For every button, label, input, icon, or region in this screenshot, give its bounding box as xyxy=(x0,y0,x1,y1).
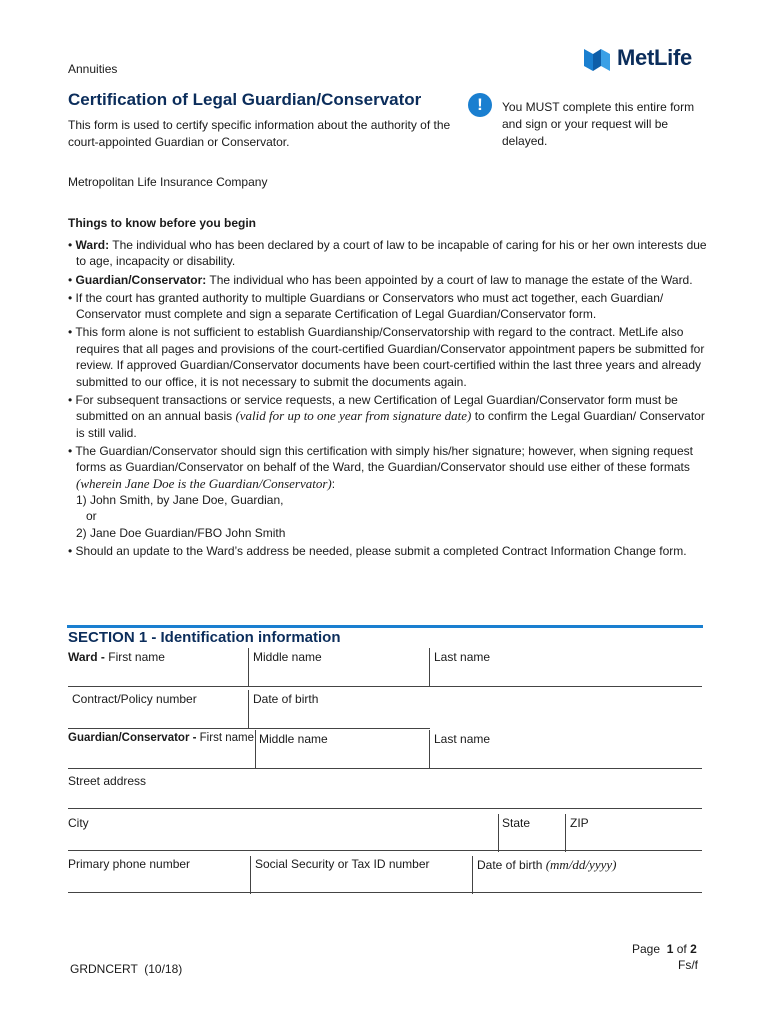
list-item: • Guardian/Conservator: The individual who has been appointed by a court of law to manage the estate of the Ward. xyxy=(68,272,693,287)
guardian-definition: The individual who has been appointed by a court of law to manage the estate of the Ward. xyxy=(209,272,693,287)
signing-text: The Guardian/Conservator should sign this certification with simply his/her signature; however, when signing request forms as Guardian/Conservator on behalf of the Ward, the Guardian/Conservator should use either of these formats xyxy=(75,443,693,475)
guardian-bold-label: Guardian/Conservator - xyxy=(68,732,197,744)
ward-last-name-field[interactable] xyxy=(433,666,701,686)
field-divider xyxy=(498,814,499,852)
ward-middle-name-field[interactable] xyxy=(252,666,428,686)
multiple-guardians-text: If the court has granted authority to multiple Guardians or Conservators who must act together, each Guardian/ Conservator must complete and sign a separate Certification of Legal Guardian/Conservator form. xyxy=(75,290,664,322)
form-code: Fs/f xyxy=(678,958,698,972)
field-divider xyxy=(255,730,256,768)
exclamation-icon: ! xyxy=(468,93,492,117)
field-divider xyxy=(565,814,566,852)
subsequent-end-text: to confirm the Legal Guardian/ Conservator is still valid. xyxy=(76,409,705,440)
guardian-dob-label xyxy=(477,857,616,873)
field-divider xyxy=(429,648,430,686)
ward-bold-label: Ward - xyxy=(68,650,105,664)
ward-term: Ward: xyxy=(75,238,110,252)
guardian-first-text: First name xyxy=(199,732,254,744)
street-address-field[interactable] xyxy=(68,790,702,810)
ward-definition: The individual who has been declared by a court of law to be incapable of caring for his or her own interests due to age, incapacity or disability. xyxy=(76,238,707,269)
signing-italic-text: (wherein Jane Doe is the Guardian/Conservator) xyxy=(76,475,332,491)
ward-first-name-field[interactable] xyxy=(68,666,248,686)
field-underline xyxy=(68,850,702,851)
things-to-know-heading: Things to know before you begin xyxy=(68,216,256,230)
field-underline xyxy=(68,686,702,687)
ward-first-text: First name xyxy=(108,650,165,664)
guardian-last-name-label: Last name xyxy=(434,732,491,746)
zip-field[interactable] xyxy=(569,832,701,852)
state-label: State xyxy=(502,816,531,830)
zip-label: ZIP xyxy=(570,816,589,830)
contract-number-field[interactable] xyxy=(68,708,248,728)
field-underline xyxy=(68,808,702,809)
field-underline xyxy=(68,892,702,893)
ward-first-name-label xyxy=(68,650,165,664)
field-divider xyxy=(429,730,430,768)
primary-phone-field[interactable] xyxy=(68,873,248,893)
example-format-1: 1) John Smith, by Jane Doe, Guardian, xyxy=(76,493,284,508)
ward-dob-field[interactable] xyxy=(252,708,428,728)
page-word: Page xyxy=(632,942,661,956)
form-id: GRDNCERT (10/18) xyxy=(70,962,183,976)
contract-number-label: Contract/Policy number xyxy=(72,692,197,706)
dob-format-hint: (mm/dd/yyyy) xyxy=(545,857,617,872)
example-or: or xyxy=(86,509,97,524)
state-field[interactable] xyxy=(501,832,563,852)
form-description: This form is used to certify specific information about the authority of the court-appointed Guardian or Conservator. xyxy=(68,118,451,149)
guardian-middle-name-field[interactable] xyxy=(258,748,428,768)
guardian-dob-text: Date of birth xyxy=(477,858,543,872)
field-underline xyxy=(68,728,430,729)
metlife-logo xyxy=(583,44,692,72)
page-total: 2 xyxy=(690,942,697,956)
field-divider xyxy=(472,856,473,894)
address-update-text: Should an update to the Ward’s address be needed, please submit a completed Contract Information Change form. xyxy=(75,544,687,559)
ward-last-name-label: Last name xyxy=(434,650,491,664)
example-format-2: 2) Jane Doe Guardian/FBO John Smith xyxy=(76,525,286,540)
primary-phone-label: Primary phone number xyxy=(68,857,191,871)
metlife-logo-icon xyxy=(583,44,611,72)
guardian-last-name-field[interactable] xyxy=(433,748,701,768)
guardian-term: Guardian/Conservator: xyxy=(75,272,207,287)
subsequent-italic-text: (valid for up to one year from signature date) xyxy=(235,408,472,424)
ssn-field[interactable] xyxy=(254,873,470,893)
list-item: • If the court has granted authority to multiple Guardians or Conservators who must act together, each Guardian/ Conservator must complete and sign a separate Certification of Legal Guardian/Conservator form. xyxy=(68,290,664,322)
street-address-label: Street address xyxy=(68,774,147,788)
page-current: 1 xyxy=(666,942,674,956)
section-divider xyxy=(67,625,703,628)
field-divider xyxy=(248,690,249,728)
list-item: • This form alone is not sufficient to establish Guardianship/Conservatorship with regard to the contract. MetLife also requires that all pages and provisions of the court-certified Guardian/Conservator appointment papers be submitted for review. If approved Guardian/Conservator documents have been court-certified within the last three years and already submitted to our office, it is not necessary to submit the documents again. xyxy=(68,325,705,389)
metlife-logo-text: MetLife xyxy=(617,45,692,70)
not-sufficient-text: This form alone is not sufficient to establish Guardianship/Conservatorship with regard to the contract. MetLife also requires that all pages and provisions of the court-certified Guardian/Conservator appointment papers be submitted for review. If approved Guardian/Conservator documents have been court-certified within the last three years and already submitted to our office, it is not necessary to submit the documents again. xyxy=(75,325,705,389)
alert-notice: You MUST complete this entire form and sign or your request will be delayed. xyxy=(502,100,695,148)
list-item: • Ward: The individual who has been declared by a court of law to be incapable of caring for his or her own interests due to age, incapacity or disability. xyxy=(68,238,707,269)
city-field[interactable] xyxy=(68,832,496,852)
guardian-middle-name-label: Middle name xyxy=(259,732,328,746)
ssn-label: Social Security or Tax ID number xyxy=(255,857,430,871)
page-of: of xyxy=(676,942,687,956)
field-underline xyxy=(68,768,702,769)
subsequent-text: For subsequent transactions or service requests, a new Certification of Legal Guardian/Conservator form must be submitted on an annual basis xyxy=(75,392,678,424)
ward-dob-label: Date of birth xyxy=(253,692,319,706)
city-label: City xyxy=(68,816,89,830)
section-1-title: SECTION 1 - Identification information xyxy=(68,629,341,646)
document-category: Annuities xyxy=(68,62,118,76)
ward-middle-name-label: Middle name xyxy=(253,650,322,664)
page-number xyxy=(632,942,697,956)
guardian-first-name-field[interactable] xyxy=(68,748,254,768)
guardian-dob-field[interactable] xyxy=(476,873,701,893)
guardian-first-name-label xyxy=(68,732,254,744)
field-divider xyxy=(250,856,251,894)
signing-colon: : xyxy=(331,476,336,491)
page-title: Certification of Legal Guardian/Conservator xyxy=(68,90,422,109)
things-to-know-list xyxy=(68,237,708,561)
company-name: Metropolitan Life Insurance Company xyxy=(68,175,268,189)
list-item: • Should an update to the Ward’s address be needed, please submit a completed Contract Information Change form. xyxy=(68,544,687,559)
list-item: • For subsequent transactions or service requests, a new Certification of Legal Guardian/Conservator form must be submitted on an annual basis (valid for up to one year from signature date) to confirm the Legal Guardian/ Conservator is still valid. xyxy=(68,392,705,440)
list-item: • The Guardian/Conservator should sign this certification with simply his/her signature; however, when signing request forms as Guardian/Conservator on behalf of the Ward, the Guardian/Conservator should use either of these formats (wherein Jane Doe is the Guardian/Conservator): 1) John Smith, by Jane Doe, Guardian, or 2) Jane Doe Guardian/FBO John Smith xyxy=(68,443,708,541)
field-divider xyxy=(248,648,249,686)
